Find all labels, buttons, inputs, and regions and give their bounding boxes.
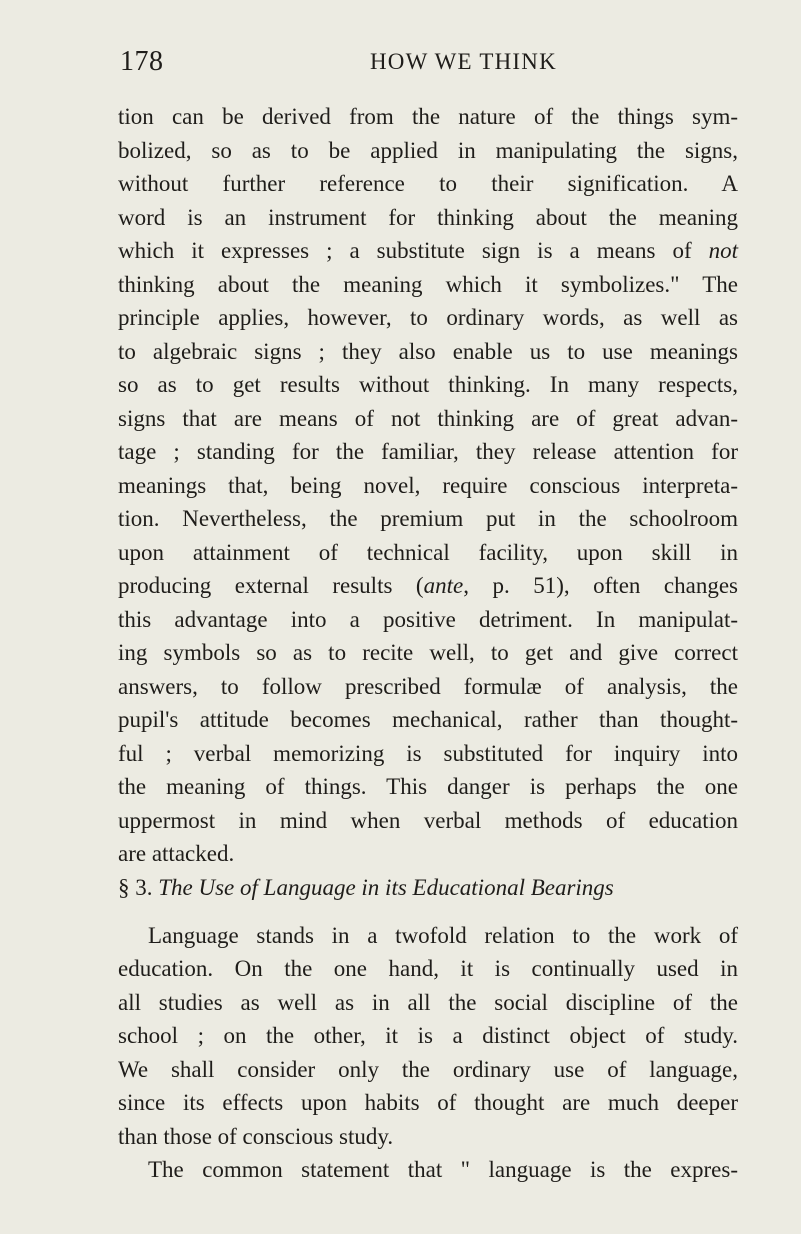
text-line: ful ; verbal memorizing is substituted for inquiry into	[118, 740, 738, 766]
text-line: upon attainment of technical facility, upon skill in	[118, 539, 738, 565]
text-line: than those of conscious study.	[118, 1123, 394, 1149]
text-line: pupil's attitude becomes mechanical, rather than thought-	[118, 707, 738, 732]
running-title: HOW WE THINK	[370, 49, 557, 74]
italic-word: ante	[423, 573, 464, 598]
text-line: principle applies, however, to ordinary words, as well as	[118, 305, 738, 330]
text-line: tion can be derived from the nature of the things sym-	[118, 104, 738, 129]
text-span: producing external results (	[118, 573, 424, 598]
text-line: ing symbols so as to recite well, to get and give correct	[118, 640, 738, 665]
text-line: Language stands in a twofold relation to the work of	[148, 922, 738, 948]
section-number: § 3.	[118, 874, 153, 900]
text-line: school ; on the other, it is a distinct object of study.	[118, 1023, 738, 1048]
text-line: education. On the one hand, it is continually used in	[118, 956, 738, 981]
text-span: , p. 51), often changes	[463, 573, 738, 598]
text-line: word is an instrument for thinking about the meaning	[118, 204, 738, 230]
text-line: tion. Nevertheless, the premium put in the schoolroom	[118, 506, 738, 531]
text-line: thinking about the meaning which it symbolizes." The	[118, 271, 738, 297]
text-line: the meaning of things. This danger is perhaps the one	[118, 774, 738, 799]
text-line: The common statement that " language is the expres-	[148, 1157, 738, 1182]
text-line: uppermost in mind when verbal methods of education	[118, 807, 738, 833]
text-line: meanings that, being novel, require conscious interpreta-	[118, 472, 738, 498]
text-line: tage ; standing for the familiar, they release attention for	[118, 439, 738, 464]
text-line	[118, 234, 738, 268]
text-line	[118, 569, 738, 603]
text-line: are attacked.	[118, 841, 235, 866]
body-text	[118, 100, 738, 1187]
text-line: bolized, so as to be applied in manipulating the signs,	[118, 137, 738, 163]
page-header	[120, 46, 731, 86]
text-span: which it expresses ; a substitute sign is a means of	[118, 238, 692, 263]
italic-word: not	[708, 238, 739, 263]
text-line: signs that are means of not thinking are of great advan-	[118, 405, 738, 431]
section-title: The Use of Language in its Educational Bearings	[158, 874, 614, 900]
text-line: without further reference to their signification. A	[118, 171, 738, 196]
text-line: answers, to follow prescribed formulæ of analysis, the	[118, 673, 738, 699]
text-line: We shall consider only the ordinary use of language,	[118, 1056, 738, 1082]
text-line: since its effects upon habits of thought are much deeper	[118, 1090, 738, 1115]
text-line: all studies as well as in all the social discipline of the	[118, 989, 738, 1015]
page-number: 178	[120, 46, 164, 77]
text-line: so as to get results without thinking. In many respects,	[118, 372, 738, 397]
text-line: to algebraic signs ; they also enable us to use meanings	[118, 338, 738, 364]
text-line: this advantage into a positive detriment. In manipulat-	[118, 606, 738, 632]
section-heading	[118, 871, 738, 905]
spacer	[118, 905, 738, 919]
